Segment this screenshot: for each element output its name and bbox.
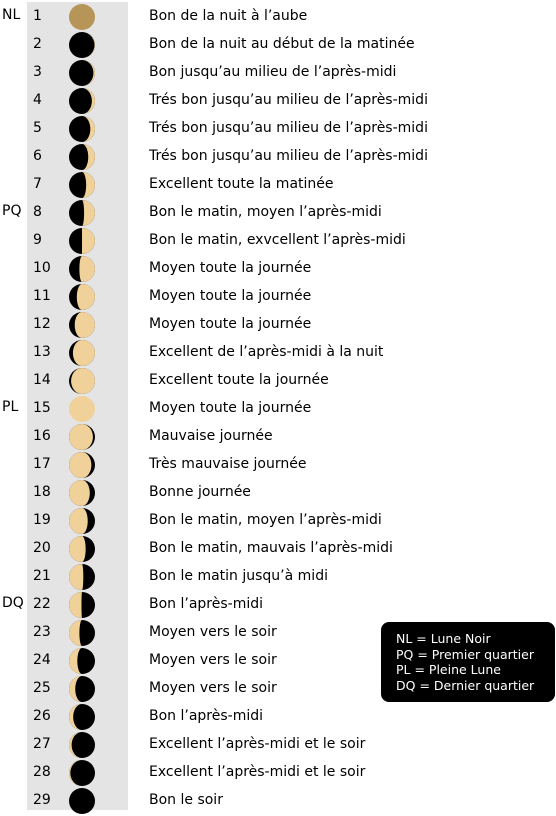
day-number: 4 (33, 92, 42, 108)
waxing-crescent-icon (68, 31, 96, 59)
legend-entry-pl: PL = Pleine Lune (396, 662, 501, 677)
day-description: Bon le matin, moyen l’après-midi (149, 512, 382, 528)
day-row (0, 198, 556, 226)
day-description: Excellent de l’après-midi à la nuit (149, 344, 384, 360)
day-description: Bon le matin, mauvais l’après-midi (149, 540, 393, 556)
legend-entry-pq: PQ = Premier quartier (396, 646, 534, 662)
phase-label: DQ (2, 595, 24, 611)
day-row (0, 86, 556, 114)
day-number: 12 (33, 316, 51, 332)
waning-crescent-icon (68, 675, 96, 703)
day-description: Moyen vers le soir (149, 652, 277, 668)
day-number: 26 (33, 708, 51, 724)
waning-gibbous-icon (68, 507, 96, 535)
dark-moon-icon (68, 787, 96, 815)
waxing-gibbous-icon (68, 339, 96, 367)
day-number: 19 (33, 512, 51, 528)
legend-entry-nl: NL = Lune Noir (396, 631, 491, 646)
phase-label: PQ (2, 203, 22, 219)
day-number: 3 (33, 64, 42, 80)
day-number: 10 (33, 260, 51, 276)
day-description: Excellent l’après-midi et le soir (149, 736, 366, 752)
day-description: Moyen vers le soir (149, 680, 277, 696)
waning-crescent-icon (68, 759, 96, 787)
day-row (0, 450, 556, 478)
waxing-gibbous-icon (68, 227, 96, 255)
phase-label: PL (2, 399, 19, 415)
day-row (0, 422, 556, 450)
waxing-crescent-icon (68, 87, 96, 115)
legend-entry-dq: DQ = Dernier quartier (396, 677, 535, 693)
day-description: Bon l’après-midi (149, 708, 264, 724)
waning-gibbous-icon (68, 479, 96, 507)
day-description: Bon jusqu’au milieu de l’après-midi (149, 64, 397, 80)
day-number: 13 (33, 344, 51, 360)
day-row (0, 114, 556, 142)
day-description: Très mauvaise journée (149, 456, 307, 472)
waxing-gibbous-icon (68, 255, 96, 283)
day-description: Bon le soir (149, 792, 223, 808)
last-quarter-icon (68, 591, 96, 619)
waning-crescent-icon (68, 703, 96, 731)
day-number: 24 (33, 652, 51, 668)
day-description: Bon de la nuit au début de la matinée (149, 36, 415, 52)
day-number: 17 (33, 456, 51, 472)
new-moon-icon (68, 3, 96, 31)
day-description: Moyen vers le soir (149, 624, 277, 640)
day-description: Trés bon jusqu’au milieu de l’après-midi (149, 120, 428, 136)
full-moon-icon (68, 395, 96, 423)
day-row (0, 534, 556, 562)
day-description: Bon de la nuit à l’aube (149, 8, 308, 24)
day-number: 1 (33, 8, 42, 24)
day-description: Bon l’après-midi (149, 596, 264, 612)
first-quarter-icon (68, 199, 96, 227)
day-number: 6 (33, 148, 42, 164)
day-row (0, 562, 556, 590)
day-number: 2 (33, 36, 42, 52)
day-description: Bon le matin, moyen l’après-midi (149, 204, 382, 220)
day-number: 7 (33, 176, 42, 192)
phase-label: NL (2, 7, 21, 23)
day-description: Excellent toute la journée (149, 372, 329, 388)
day-description: Mauvaise journée (149, 428, 273, 444)
waning-crescent-icon (68, 647, 96, 675)
day-description: Excellent toute la matinée (149, 176, 334, 192)
day-number: 9 (33, 232, 42, 248)
day-description: Moyen toute la journée (149, 316, 312, 332)
day-description: Moyen toute la journée (149, 288, 312, 304)
day-description: Trés bon jusqu’au milieu de l’après-midi (149, 148, 428, 164)
day-number: 23 (33, 624, 51, 640)
waning-gibbous-icon (68, 563, 96, 591)
waxing-gibbous-icon (68, 283, 96, 311)
day-row (0, 758, 556, 786)
waning-gibbous-icon (68, 451, 96, 479)
waning-gibbous-icon (68, 535, 96, 563)
day-description: Bon le matin, exvcellent l’après-midi (149, 232, 406, 248)
day-number: 28 (33, 764, 51, 780)
day-description: Moyen toute la journée (149, 260, 312, 276)
day-row (0, 394, 556, 422)
day-row (0, 786, 556, 814)
day-row (0, 338, 556, 366)
day-row (0, 2, 556, 30)
day-row (0, 58, 556, 86)
day-row (0, 282, 556, 310)
day-row (0, 170, 556, 198)
day-number: 25 (33, 680, 51, 696)
day-number: 21 (33, 568, 51, 584)
day-number: 22 (33, 596, 51, 612)
waxing-gibbous-icon (68, 311, 96, 339)
waning-crescent-icon (68, 619, 96, 647)
day-number: 15 (33, 400, 51, 416)
day-row (0, 590, 556, 618)
day-description: Moyen toute la journée (149, 400, 312, 416)
day-row (0, 478, 556, 506)
day-row (0, 30, 556, 58)
waxing-crescent-icon (68, 115, 96, 143)
day-number: 5 (33, 120, 42, 136)
day-row (0, 506, 556, 534)
day-number: 27 (33, 736, 51, 752)
day-row (0, 142, 556, 170)
waning-gibbous-icon (68, 423, 96, 451)
day-number: 16 (33, 428, 51, 444)
day-row (0, 254, 556, 282)
waxing-crescent-icon (68, 59, 96, 87)
day-number: 11 (33, 288, 51, 304)
legend-box (381, 622, 555, 702)
day-row (0, 730, 556, 758)
day-number: 14 (33, 372, 51, 388)
day-description: Bon le matin jusqu’à midi (149, 568, 328, 584)
day-number: 8 (33, 204, 42, 220)
waxing-crescent-icon (68, 171, 96, 199)
waxing-gibbous-icon (68, 367, 96, 395)
waning-crescent-icon (68, 731, 96, 759)
day-row (0, 366, 556, 394)
waxing-crescent-icon (68, 143, 96, 171)
day-description: Bonne journée (149, 484, 251, 500)
day-description: Excellent l’après-midi et le soir (149, 764, 366, 780)
day-row (0, 226, 556, 254)
day-number: 20 (33, 540, 51, 556)
day-row (0, 702, 556, 730)
day-number: 18 (33, 484, 51, 500)
day-row (0, 310, 556, 338)
day-number: 29 (33, 792, 51, 808)
day-description: Trés bon jusqu’au milieu de l’après-midi (149, 92, 428, 108)
